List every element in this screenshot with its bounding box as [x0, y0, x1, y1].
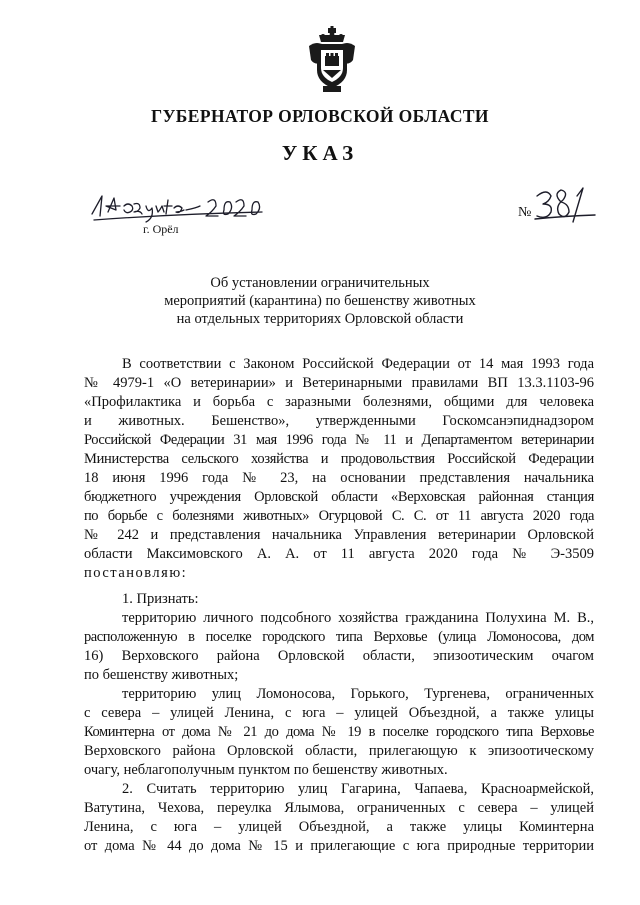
city-label: г. Орёл: [143, 222, 179, 236]
body-line: 16) Верховского района Орловской области, эпизоотическим очагом: [84, 648, 594, 664]
body-line: территорию улиц Ломоносова, Горького, Тургенева, ограниченных: [122, 686, 594, 702]
body-line: очагу, неблагополучным пунктом по бешенству животных.: [84, 762, 448, 778]
coat-of-arms-emblem: [305, 26, 359, 92]
body-line: бюджетного учреждения Орловской области «Верховская районная станция: [84, 489, 594, 505]
body-line: № 242 и представления начальника Управления ветеринарии Орловской: [84, 527, 594, 543]
body-line: «Профилактика и борьба с заразными болезнями, общими для человека: [84, 394, 594, 410]
authority-heading: ГУБЕРНАТОР ОРЛОВСКОЙ ОБЛАСТИ: [151, 106, 489, 126]
body-line: области Максимовского А. А. от 11 августа 2020 года № Э-3509: [84, 546, 594, 562]
body-line: Ленина, с юга – улицей Объездной, а также улицы Коминтерна: [84, 819, 594, 835]
body-line: Ватутина, Чехова, переулка Ялымова, ограниченных с севера – улицей: [84, 800, 594, 816]
handwritten-number: [533, 188, 597, 224]
body-line: 1. Признать:: [122, 591, 199, 607]
body-line: с севера – улицей Ленина, с юга – улицей Объездной, а также улицы: [84, 705, 594, 721]
body-line: территорию личного подсобного хозяйства гражданина Полухина М. В.,: [122, 610, 594, 626]
title-line: Об установлении ограничительных: [210, 275, 430, 291]
body-line: и животных. Бешенство», утвержденными Госкомсанэпиднадзором: [84, 413, 594, 429]
title-line: на отдельных территориях Орловской области: [176, 311, 464, 327]
body-line: по борьбе с болезнями животных» Огурцовой С. С. от 11 августа 2020 года: [84, 508, 594, 524]
document-title: [0, 274, 640, 328]
handwritten-date: [88, 192, 263, 226]
body-line: 18 июня 1996 года № 23, на основании представления начальника: [84, 470, 594, 486]
body-line: № 4979-1 «О ветеринарии» и Ветеринарными правилами ВП 13.3.1103-96: [84, 375, 594, 391]
body-line: по бешенству животных;: [84, 667, 239, 683]
body-line: расположенную в поселке городского типа Верховье (улица Ломоносова, дом: [84, 629, 594, 645]
number-label: №: [518, 205, 532, 220]
body-line: В соответствии с Законом Российской Федерации от 14 мая 1993 года: [122, 356, 594, 372]
body-line-decree: постановляю:: [84, 565, 188, 581]
body-line: от дома № 44 до дома № 15 и прилегающие с юга природные территории: [84, 838, 594, 854]
body-line: Министерства сельского хозяйства и продовольствия Российской Федерации: [84, 451, 594, 467]
title-line: мероприятий (карантина) по бешенству животных: [164, 293, 476, 309]
document-type-heading: УКАЗ: [281, 141, 359, 165]
body-line: Коминтерна от дома № 21 до дома № 19 в поселке городского типа Верховье: [84, 724, 594, 740]
body-line: 2. Считать территорию улиц Гагарина, Чапаева, Красноармейской,: [122, 781, 594, 797]
body-line: Российской Федерации 31 мая 1996 года № 11 и Департаментом ветеринарии: [84, 432, 594, 448]
body-line: Верховского района Орловской области, прилегающую к эпизоотическому: [84, 743, 594, 759]
